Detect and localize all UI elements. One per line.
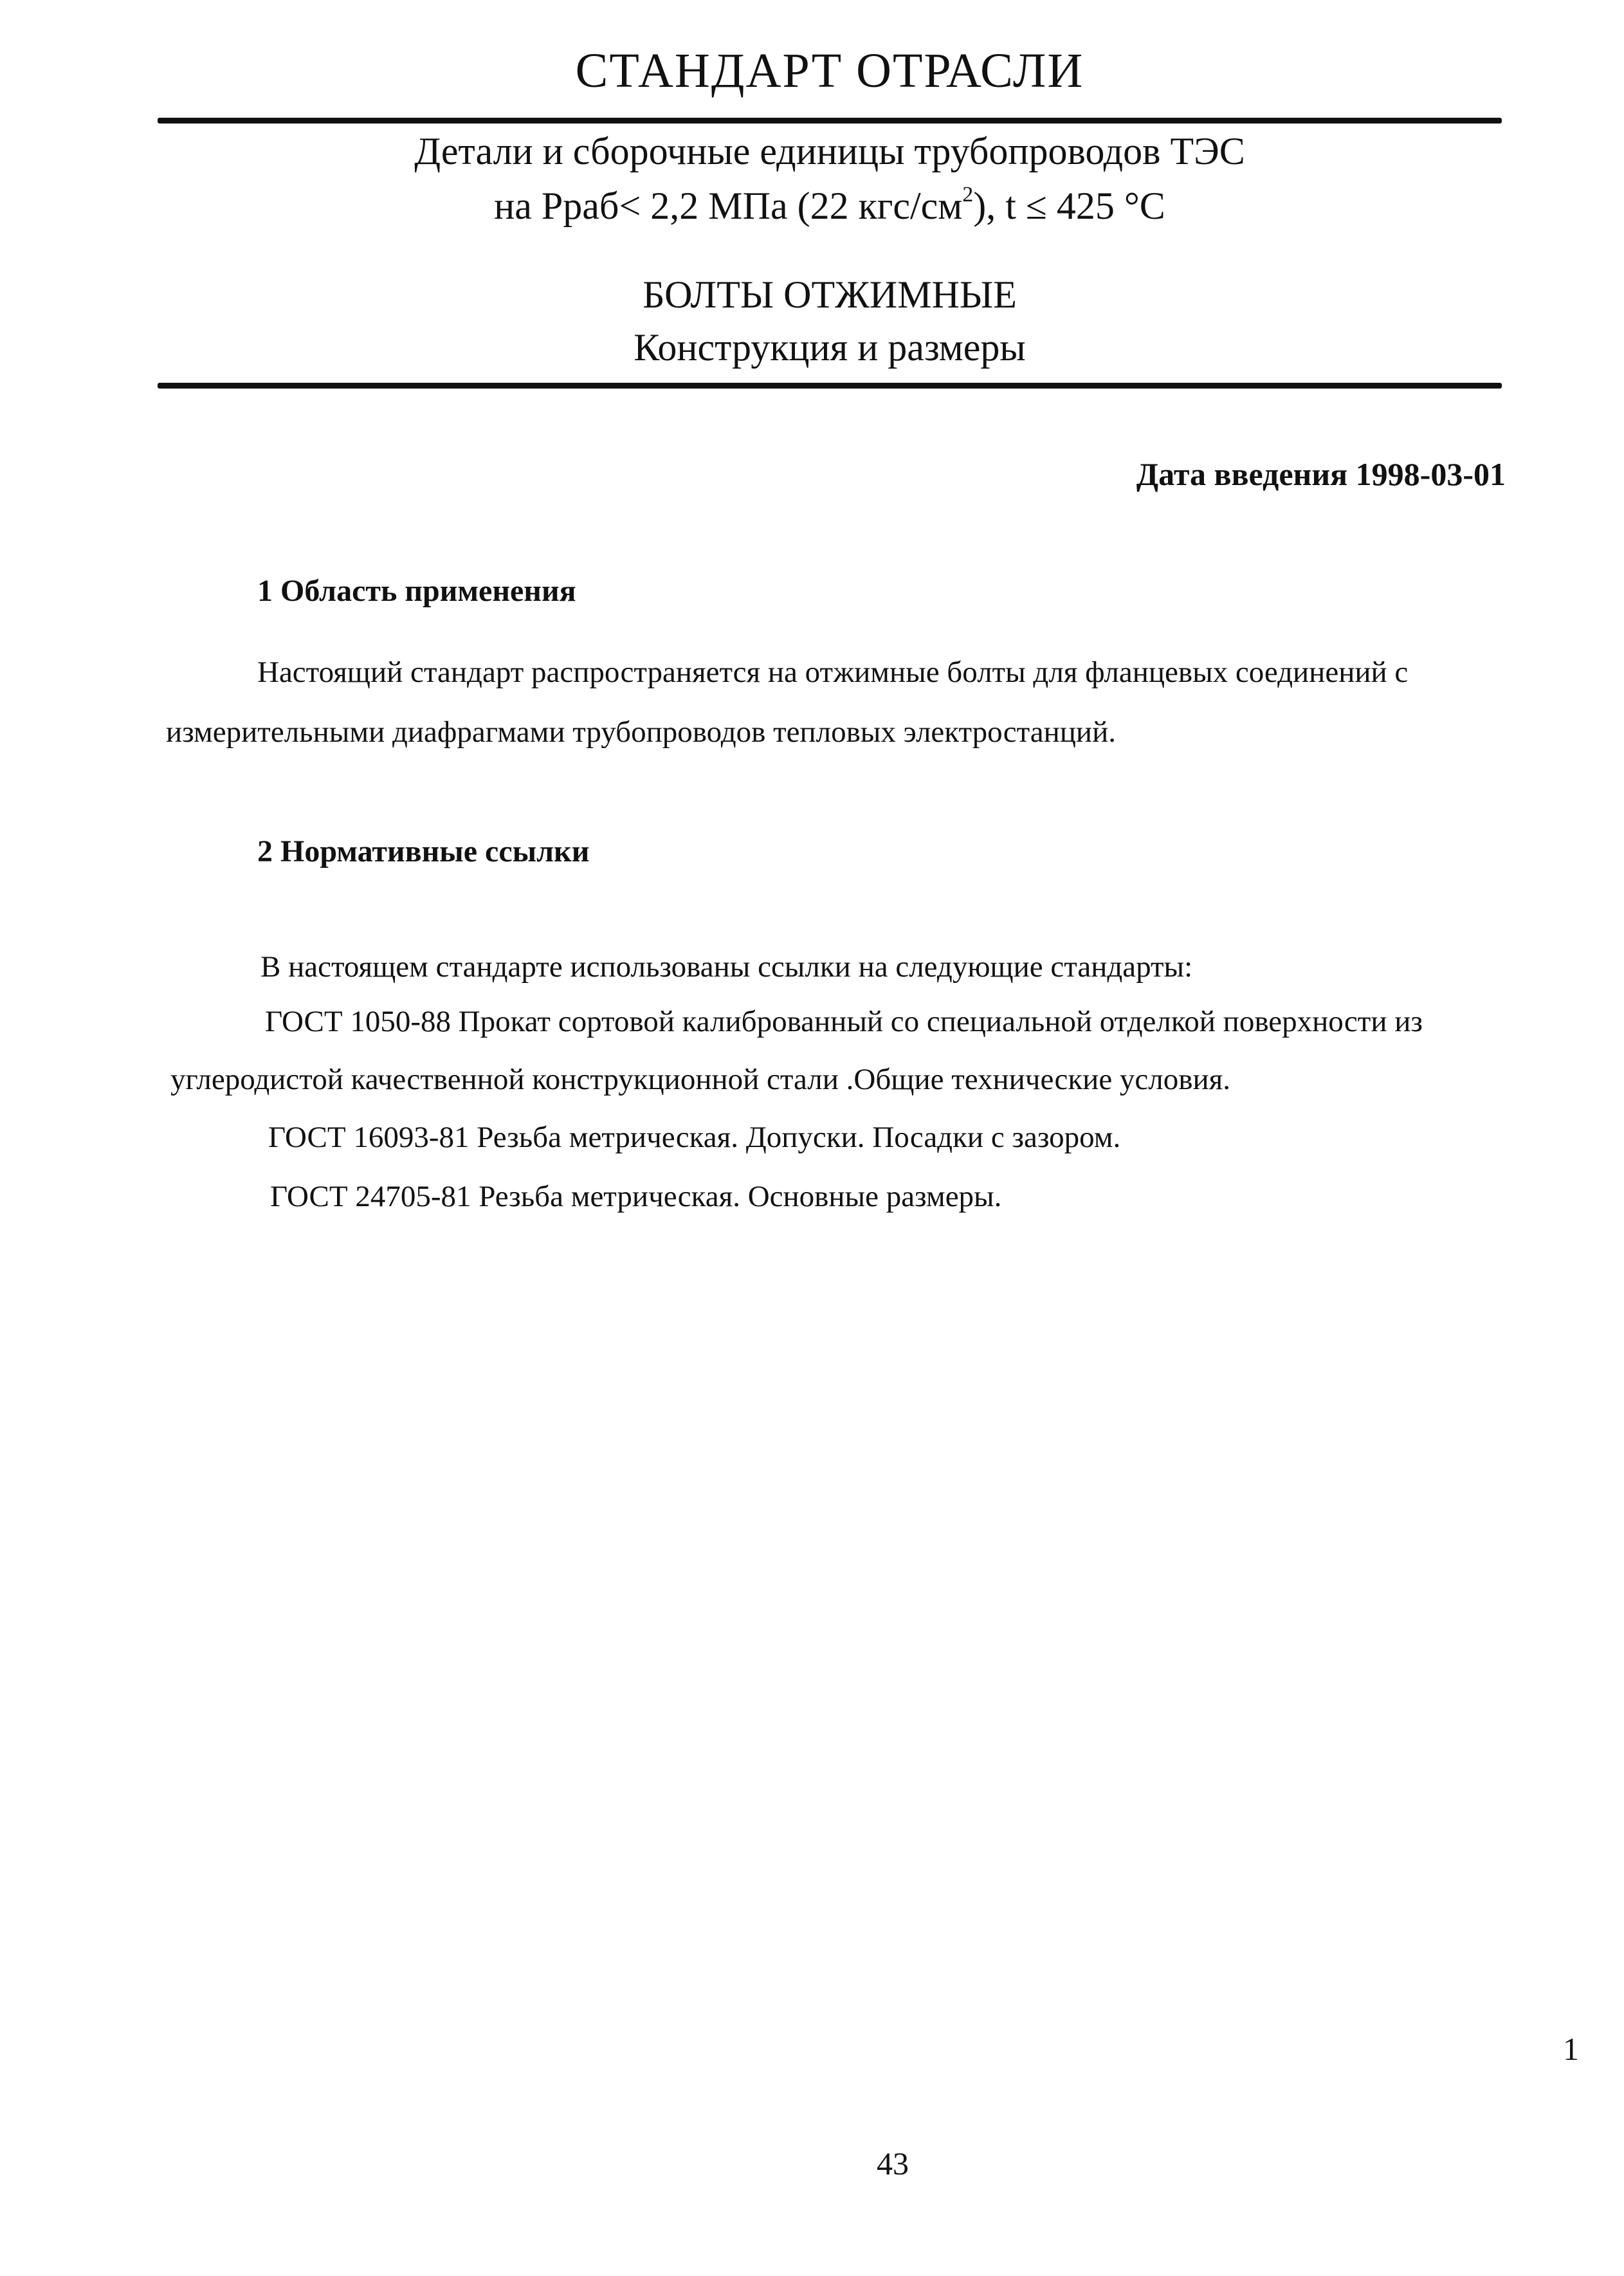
subtitle-line-2-suffix: ), t ≤ 425 °С: [973, 185, 1165, 227]
subtitle-line-2-superscript: 2: [962, 183, 974, 206]
title-block-rule: [158, 383, 1502, 389]
section-1-text-line-2: измерительными диафрагмами трубопроводов тепловых электростанций.: [166, 715, 1116, 749]
header-title: СТАНДАРТ ОТРАСЛИ: [575, 44, 1084, 98]
document-name: БОЛТЫ ОТЖИМНЫЕ: [643, 273, 1017, 316]
subtitle-line-1: Детали и сборочные единицы трубопроводов ТЭС: [414, 130, 1245, 172]
document-name-subtitle: Конструкция и размеры: [634, 326, 1026, 369]
side-number: 1: [1563, 2031, 1579, 2067]
intro-date: Дата введения 1998-03-01: [1136, 456, 1506, 492]
reference-gost-16093: ГОСТ 16093-81 Резьба метрическая. Допуски. Посадки с зазором.: [268, 1121, 1121, 1154]
header-rule: [158, 118, 1502, 124]
subtitle-line-2: [158, 183, 1502, 227]
reference-gost-1050-line-1: ГОСТ 1050-88 Прокат сортовой калиброванный со специальной отделкой поверхности из: [265, 1005, 1423, 1038]
section-2-heading: 2 Нормативные ссылки: [257, 834, 590, 868]
section-2-intro: В настоящем стандарте использованы ссылки на следующие стандарты:: [260, 950, 1193, 984]
section-1-text-line-1: Настоящий стандарт распространяется на отжимные болты для фланцевых соединений с: [257, 656, 1409, 689]
page-number: 43: [877, 2145, 909, 2181]
reference-gost-24705: ГОСТ 24705-81 Резьба метрическая. Основные размеры.: [270, 1180, 1002, 1213]
section-1-heading: 1 Область применения: [257, 574, 576, 608]
reference-gost-1050-line-2: углеродистой качественной конструкционной стали .Общие технические условия.: [170, 1063, 1230, 1096]
subtitle-line-2-prefix: на Рраб< 2,2 МПа (22 кгс/см: [494, 185, 963, 227]
